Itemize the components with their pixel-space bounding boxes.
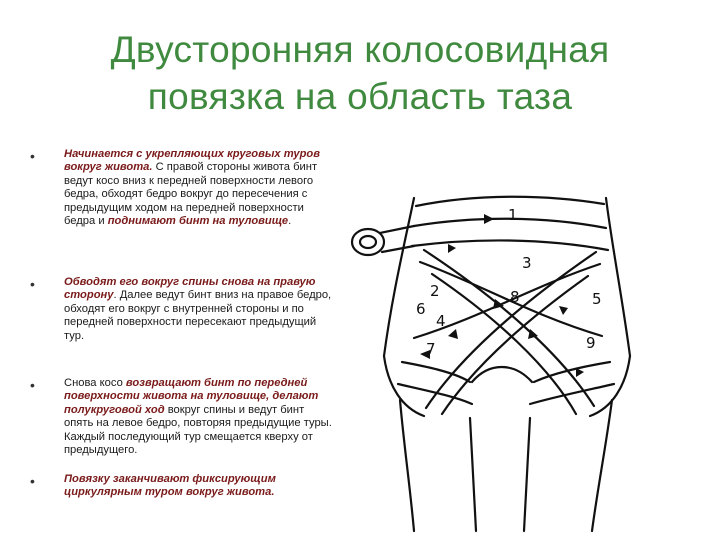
slide-title <box>40 26 680 120</box>
bullet-marker: • <box>30 148 35 164</box>
figure-label-6: 6 <box>416 300 426 318</box>
bullet-1-body-1: С правой стороны живота бинт ведут косо вниз к передней поверхности левого бедра, обходят бедро вокруг до пересечения с предыдущим ходом на передней поверхности бедра и <box>64 161 318 228</box>
bullet-4-text <box>64 473 334 500</box>
figure-label-7: 7 <box>426 340 436 358</box>
groin-outline <box>472 367 532 382</box>
figure-label-3: 3 <box>522 254 532 272</box>
abdomen-turn-top <box>416 197 604 206</box>
arrow-icon <box>484 214 494 224</box>
figure-label-8: 8 <box>510 288 520 306</box>
bullet-3-text <box>64 377 334 457</box>
bullet-4-emphasis-1: Повязку заканчивают фиксирующим циркулярным туром вокруг живота. <box>64 473 276 499</box>
right-thigh-outer <box>592 400 612 531</box>
right-thigh-wrap-2 <box>530 384 614 404</box>
bullet-2-emphasis-1: Обводят его вокруг спины снова на правую сторону <box>64 276 316 302</box>
bullet-marker: • <box>30 276 35 292</box>
figure-label-1: 1 <box>508 206 518 224</box>
bullet-1-emphasis-1: Начинается с укрепляющих круговых туров вокруг живота. <box>64 148 321 174</box>
bullet-1-emphasis-2: поднимают бинт на туловище <box>107 215 289 228</box>
bullet-3-emphasis-1: возвращают бинт по передней поверхности живота на туловище, делают полукруговой ход <box>64 377 319 416</box>
torso-right-outline <box>606 198 630 356</box>
bullet-marker: • <box>30 377 35 393</box>
bullet-1-body-2: . <box>288 215 292 228</box>
left-thigh-inner <box>470 418 476 531</box>
right-thigh-inner <box>524 418 530 531</box>
figure-label-5: 5 <box>592 290 602 308</box>
figure-label-9: 9 <box>586 334 596 352</box>
figure-label-4: 4 <box>436 312 446 330</box>
bullet-marker: • <box>30 473 35 489</box>
bullet-2-text <box>64 276 334 343</box>
bullet-3-body-0: Снова косо <box>64 377 126 389</box>
bullet-3-body-1: вокруг спины и ведут бинт опять на левое бедро, повторяя предыдущие туры. Каждый последующий тур смещается кверху от предыдущего. <box>64 403 332 457</box>
arrow-icon <box>576 368 584 377</box>
arrow-icon <box>448 329 458 339</box>
title-line-2: повязка на область таза <box>147 76 573 117</box>
torso-left-outline <box>384 198 414 356</box>
direction-arrows <box>420 214 584 377</box>
figure-label-2: 2 <box>430 282 440 300</box>
arrow-icon <box>559 306 568 315</box>
abdomen-turn-bottom <box>412 240 608 250</box>
bandage-illustration <box>344 186 644 536</box>
title-line-1: Двусторонняя колосовидная <box>110 29 610 70</box>
left-thigh-outer <box>400 400 414 531</box>
bullet-1-text <box>64 148 334 228</box>
arrow-icon <box>448 244 456 253</box>
bullet-2-body-1: . Далее ведут бинт вниз на правое бедро, обходят его вокруг с внутренней стороны и по передней поверхности пересекают предыдущий тур. <box>64 289 332 342</box>
